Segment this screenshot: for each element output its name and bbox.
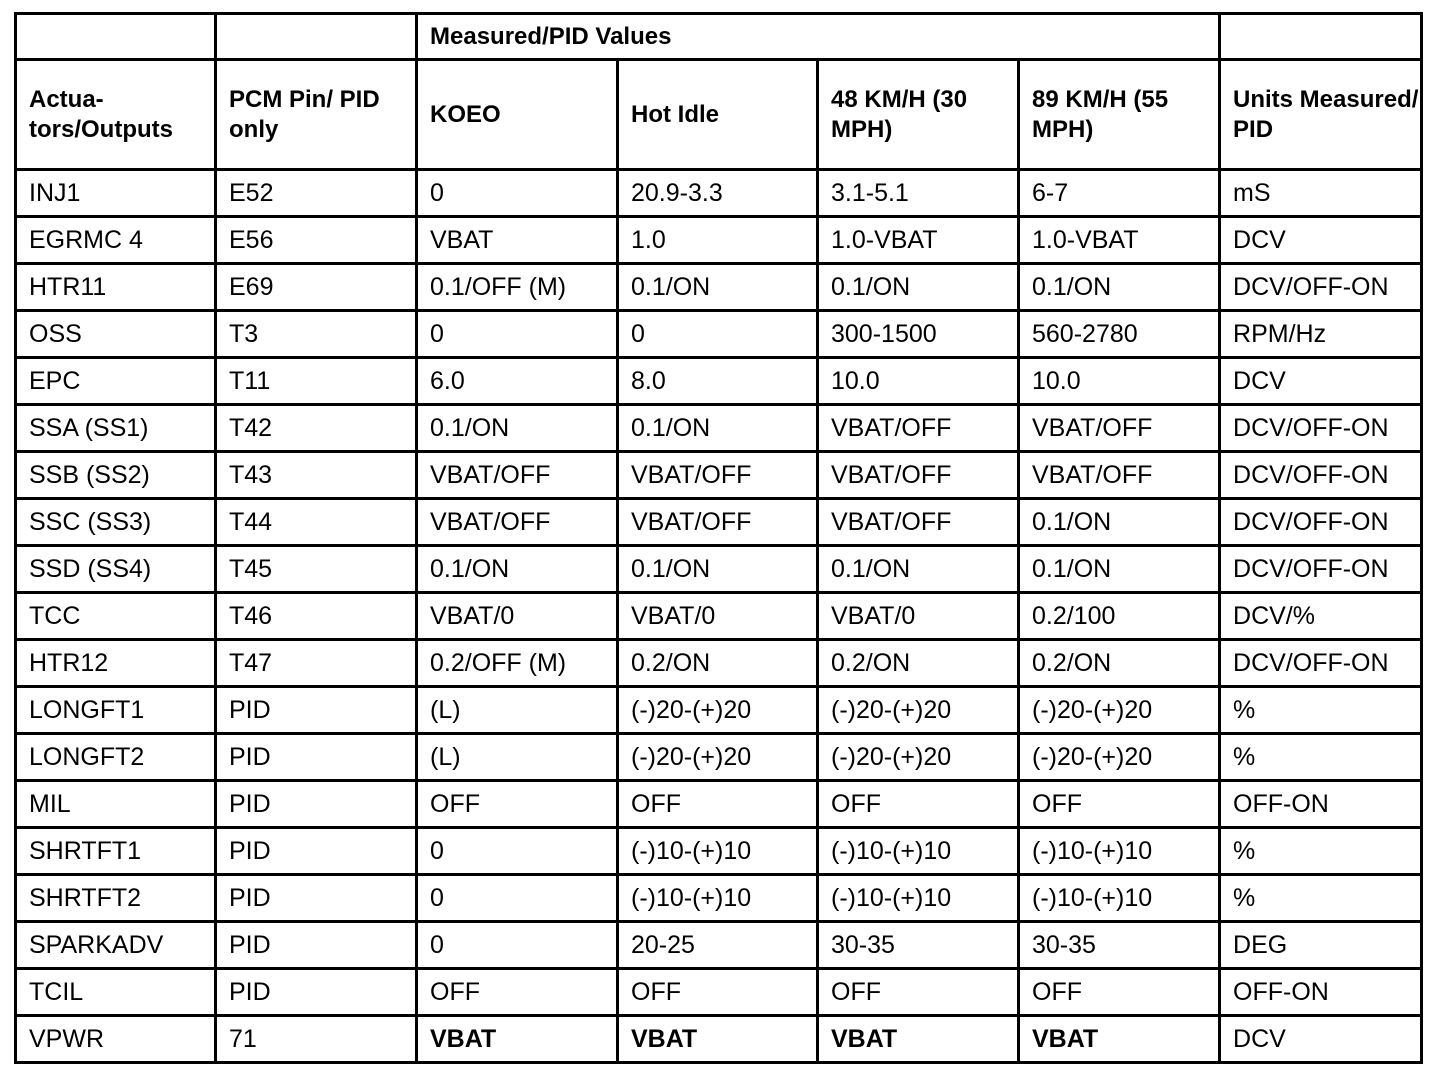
cell-koeo: 0.1/OFF (M) [417,264,618,311]
cell-units: DCV/OFF-ON [1220,640,1422,687]
cell-actuator: SSC (SS3) [16,499,216,546]
cell-pin: PID [216,687,417,734]
cell-hot-idle: 0.1/ON [618,264,818,311]
table-row [16,546,1422,593]
column-header-pin: PCM Pin/ PID only [216,60,417,170]
cell-hot-idle: 1.0 [618,217,818,264]
table-row [16,969,1422,1016]
cell-actuator: HTR11 [16,264,216,311]
cell-actuator: EPC [16,358,216,405]
cell-koeo: 0 [417,922,618,969]
column-header-89kmh: 89 KM/H (55 MPH) [1019,60,1220,170]
cell-hot-idle: 0.1/ON [618,546,818,593]
cell-units: OFF-ON [1220,969,1422,1016]
cell-koeo: OFF [417,781,618,828]
cell-koeo: (L) [417,687,618,734]
cell-actuator: SSD (SS4) [16,546,216,593]
column-header-48kmh: 48 KM/H (30 MPH) [818,60,1019,170]
cell-hot-idle: 0 [618,311,818,358]
cell-hot-idle: 0.2/ON [618,640,818,687]
cell-hot-idle: OFF [618,781,818,828]
cell-units: DCV [1220,358,1422,405]
cell-89kmh: VBAT/OFF [1019,405,1220,452]
cell-hot-idle: VBAT/OFF [618,452,818,499]
cell-89kmh: 1.0-VBAT [1019,217,1220,264]
cell-89kmh: 10.0 [1019,358,1220,405]
table-row [16,640,1422,687]
cell-hot-idle: 8.0 [618,358,818,405]
cell-actuator: OSS [16,311,216,358]
cell-48kmh: VBAT/OFF [818,405,1019,452]
cell-hot-idle: OFF [618,969,818,1016]
cell-actuator: INJ1 [16,170,216,217]
cell-koeo: OFF [417,969,618,1016]
cell-pin: PID [216,969,417,1016]
column-header-units: Units Measured/ PID [1220,60,1422,170]
cell-pin: E69 [216,264,417,311]
column-header-actuators-line1: Actua- [29,85,104,113]
column-header-koeo: KOEO [417,60,618,170]
table-row [16,781,1422,828]
column-header-actuators-line2: tors/Outputs [29,115,173,143]
cell-89kmh: 0.1/ON [1019,546,1220,593]
cell-hot-idle: VBAT/OFF [618,499,818,546]
empty-header-cell [16,14,216,60]
cell-pin: E56 [216,217,417,264]
cell-pin: T44 [216,499,417,546]
table-row [16,264,1422,311]
table-row [16,405,1422,452]
cell-pin: PID [216,922,417,969]
cell-89kmh: VBAT [1019,1016,1220,1063]
cell-units: RPM/Hz [1220,311,1422,358]
cell-89kmh: 30-35 [1019,922,1220,969]
table-row [16,687,1422,734]
pid-values-table [14,12,1423,1064]
cell-hot-idle: 20-25 [618,922,818,969]
cell-koeo: 0 [417,828,618,875]
cell-48kmh: (-)10-(+)10 [818,828,1019,875]
cell-pin: PID [216,781,417,828]
cell-48kmh: (-)10-(+)10 [818,875,1019,922]
table-row [16,1016,1422,1063]
cell-48kmh: OFF [818,781,1019,828]
cell-actuator: LONGFT1 [16,687,216,734]
cell-hot-idle: (-)10-(+)10 [618,875,818,922]
cell-48kmh: 1.0-VBAT [818,217,1019,264]
cell-koeo: (L) [417,734,618,781]
table-row [16,452,1422,499]
cell-89kmh: (-)20-(+)20 [1019,687,1220,734]
cell-pin: 71 [216,1016,417,1063]
cell-48kmh: OFF [818,969,1019,1016]
cell-48kmh: 30-35 [818,922,1019,969]
cell-pin: PID [216,828,417,875]
cell-units: DCV/% [1220,593,1422,640]
cell-pin: PID [216,875,417,922]
cell-pin: T3 [216,311,417,358]
cell-48kmh: 3.1-5.1 [818,170,1019,217]
cell-hot-idle: VBAT/0 [618,593,818,640]
table-row [16,499,1422,546]
cell-48kmh: VBAT/0 [818,593,1019,640]
cell-pin: T43 [216,452,417,499]
cell-89kmh: (-)10-(+)10 [1019,875,1220,922]
cell-actuator: MIL [16,781,216,828]
cell-units: DEG [1220,922,1422,969]
cell-units: % [1220,687,1422,734]
cell-48kmh: 300-1500 [818,311,1019,358]
cell-units: % [1220,828,1422,875]
cell-units: mS [1220,170,1422,217]
cell-actuator: SSA (SS1) [16,405,216,452]
table-row [16,170,1422,217]
cell-units: DCV/OFF-ON [1220,499,1422,546]
cell-actuator: TCIL [16,969,216,1016]
cell-koeo: 0.1/ON [417,405,618,452]
cell-actuator: TCC [16,593,216,640]
cell-koeo: VBAT/OFF [417,452,618,499]
cell-89kmh: 0.2/ON [1019,640,1220,687]
cell-pin: T42 [216,405,417,452]
cell-hot-idle: (-)20-(+)20 [618,687,818,734]
measured-pid-values-header: Measured/PID Values [417,14,1220,60]
table-row [16,593,1422,640]
cell-units: DCV/OFF-ON [1220,264,1422,311]
cell-48kmh: 0.2/ON [818,640,1019,687]
cell-89kmh: OFF [1019,969,1220,1016]
cell-koeo: VBAT/0 [417,593,618,640]
cell-koeo: VBAT/OFF [417,499,618,546]
table-row [16,217,1422,264]
cell-hot-idle: (-)20-(+)20 [618,734,818,781]
cell-actuator: HTR12 [16,640,216,687]
cell-koeo: 0.2/OFF (M) [417,640,618,687]
cell-48kmh: VBAT/OFF [818,452,1019,499]
cell-actuator: LONGFT2 [16,734,216,781]
cell-89kmh: 0.1/ON [1019,499,1220,546]
cell-koeo: 0 [417,311,618,358]
cell-89kmh: VBAT/OFF [1019,452,1220,499]
cell-pin: T46 [216,593,417,640]
cell-48kmh: 0.1/ON [818,264,1019,311]
column-header-actuators [16,60,216,170]
cell-units: % [1220,875,1422,922]
cell-89kmh: 6-7 [1019,170,1220,217]
empty-header-cell [1220,14,1422,60]
cell-pin: T45 [216,546,417,593]
cell-koeo: 6.0 [417,358,618,405]
cell-pin: T11 [216,358,417,405]
table-row [16,828,1422,875]
cell-koeo: 0.1/ON [417,546,618,593]
cell-48kmh: 10.0 [818,358,1019,405]
cell-actuator: SHRTFT1 [16,828,216,875]
table-body [16,170,1422,1063]
cell-units: DCV [1220,1016,1422,1063]
table-row [16,922,1422,969]
cell-actuator: EGRMC 4 [16,217,216,264]
cell-hot-idle: 20.9-3.3 [618,170,818,217]
cell-48kmh: (-)20-(+)20 [818,734,1019,781]
cell-units: DCV/OFF-ON [1220,405,1422,452]
cell-hot-idle: 0.1/ON [618,405,818,452]
cell-48kmh: VBAT [818,1016,1019,1063]
table-row [16,734,1422,781]
group-header-row [16,14,1422,60]
cell-actuator: SPARKADV [16,922,216,969]
cell-48kmh: VBAT/OFF [818,499,1019,546]
cell-pin: PID [216,734,417,781]
cell-48kmh: 0.1/ON [818,546,1019,593]
cell-actuator: SSB (SS2) [16,452,216,499]
column-header-row [16,60,1422,170]
cell-actuator: VPWR [16,1016,216,1063]
cell-89kmh: (-)10-(+)10 [1019,828,1220,875]
table-row [16,311,1422,358]
cell-actuator: SHRTFT2 [16,875,216,922]
cell-units: OFF-ON [1220,781,1422,828]
cell-48kmh: (-)20-(+)20 [818,687,1019,734]
cell-koeo: VBAT [417,1016,618,1063]
cell-units: DCV/OFF-ON [1220,546,1422,593]
cell-koeo: 0 [417,875,618,922]
cell-89kmh: (-)20-(+)20 [1019,734,1220,781]
column-header-hot-idle: Hot Idle [618,60,818,170]
empty-header-cell [216,14,417,60]
table-row [16,875,1422,922]
cell-pin: T47 [216,640,417,687]
cell-koeo: 0 [417,170,618,217]
cell-89kmh: 0.1/ON [1019,264,1220,311]
cell-89kmh: 560-2780 [1019,311,1220,358]
cell-pin: E52 [216,170,417,217]
cell-units: % [1220,734,1422,781]
cell-hot-idle: (-)10-(+)10 [618,828,818,875]
cell-koeo: VBAT [417,217,618,264]
cell-hot-idle: VBAT [618,1016,818,1063]
table-row [16,358,1422,405]
cell-units: DCV [1220,217,1422,264]
cell-units: DCV/OFF-ON [1220,452,1422,499]
cell-89kmh: OFF [1019,781,1220,828]
cell-89kmh: 0.2/100 [1019,593,1220,640]
